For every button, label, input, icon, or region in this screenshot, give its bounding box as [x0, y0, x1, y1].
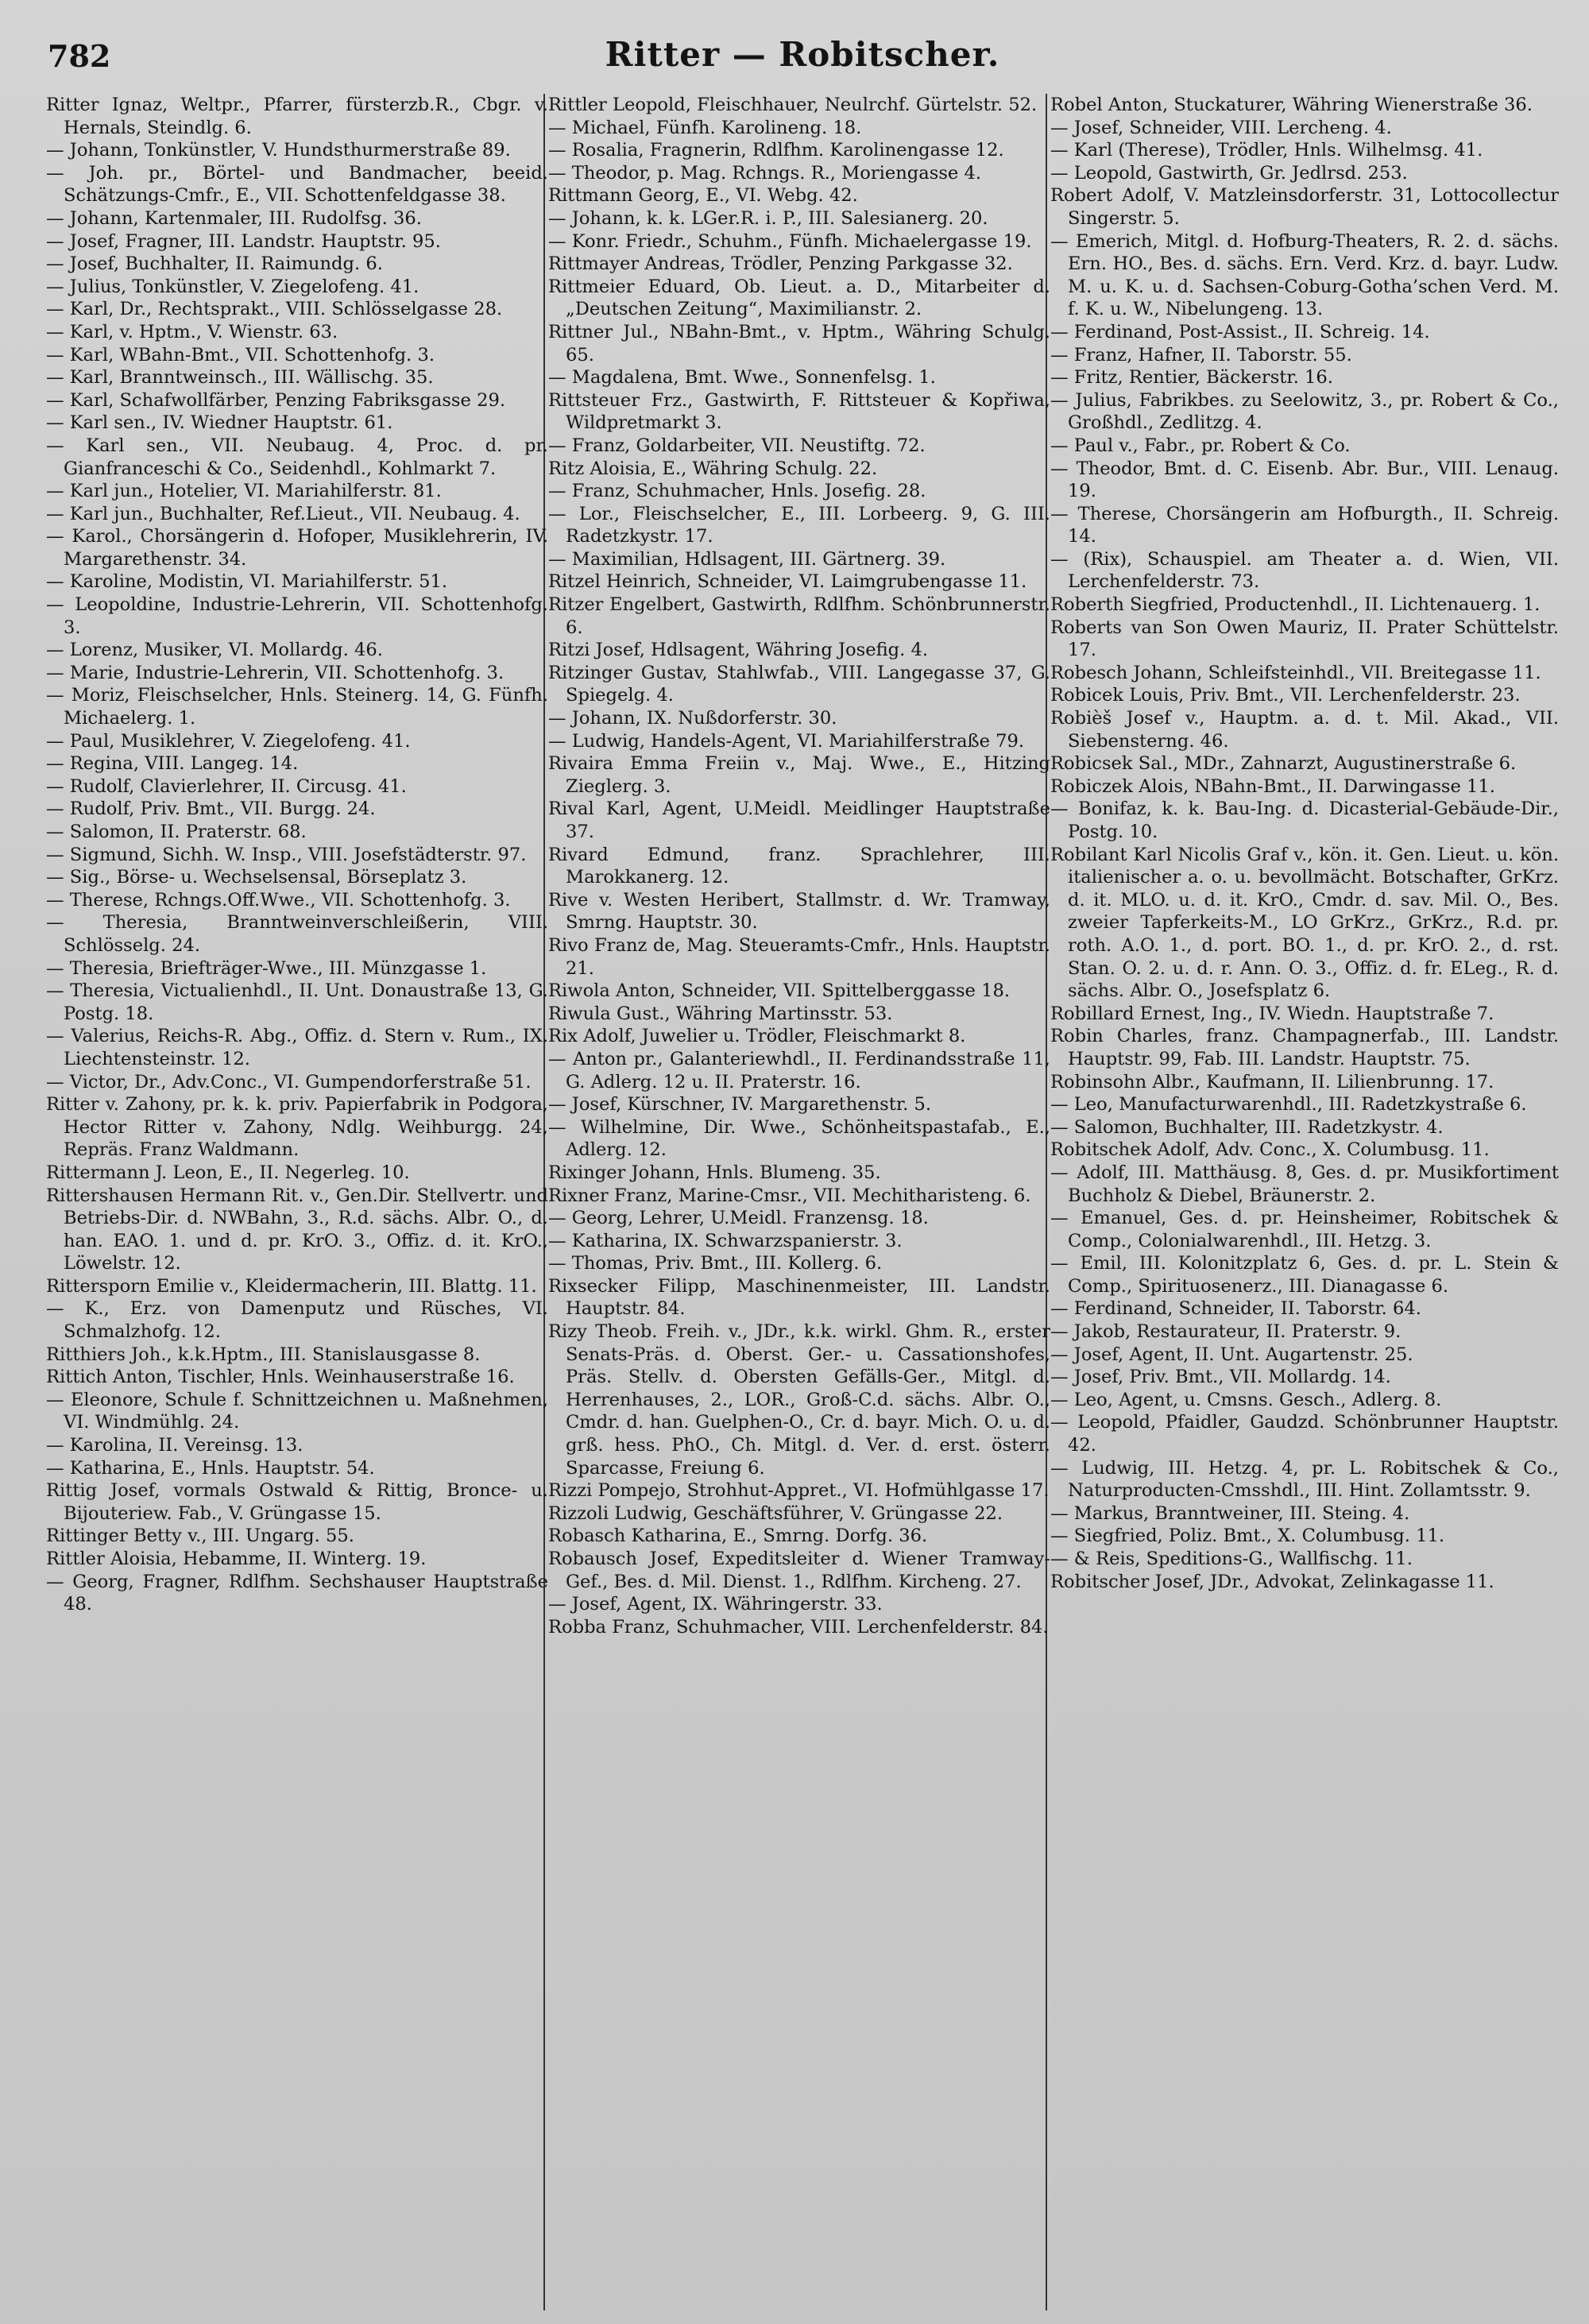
directory-entry: Robitschek Adolf, Adv. Conc., X. Columbusg. 11.	[1050, 1139, 1490, 1161]
directory-entry: Rizzi Pompejo, Strohhut-Appret., VI. Hofmühlgasse 17.	[548, 1480, 1050, 1502]
directory-entry: — Julius, Tonkünstler, V. Ziegelofeng. 41.	[46, 276, 419, 297]
directory-entry: Robin Charles, franz. Champagnerfab., III. Landstr. Hauptstr. 99, Fab. III. Landstr. Hauptstr. 75.	[1050, 1026, 1559, 1069]
directory-entry: — Georg, Lehrer, U.Meidl. Franzensg. 18.	[548, 1208, 929, 1229]
directory-entry: — Karl, WBahn-Bmt., VII. Schottenhofg. 3.	[46, 344, 435, 365]
directory-entry: Rizzoli Ludwig, Geschäftsführer, V. Grüngasse 22.	[548, 1502, 1003, 1524]
directory-entry: — Franz, Schuhmacher, Hnls. Josefig. 28.	[548, 481, 926, 502]
directory-entry: Robesch Johann, Schleifsteinhdl., VII. Breitegasse 11.	[1050, 662, 1541, 683]
directory-entry: — Theresia, Briefträger-Wwe., III. Münzgasse 1.	[46, 957, 487, 979]
directory-entry: — Emerich, Mitgl. d. Hofburg-Theaters, R. 2. d. sächs. Ern. HO., Bes. d. sächs. Ern. Verd. Krz. d. bayr. Ludw. M. u. K. u. d. Sachsen-Coburg-Gotha’schen Verd. M. f. K. u. W., Nibelungeng. 13.	[1050, 230, 1559, 320]
directory-entry: Robitscher Josef, JDr., Advokat, Zelinkagasse 11.	[1050, 1571, 1494, 1592]
directory-entry: Ritzinger Gustav, Stahlwfab., VIII. Langegasse 37, G. Spiegelg. 4.	[548, 662, 1050, 706]
directory-entry: — Maximilian, Hdlsagent, III. Gärtnerg. 39.	[548, 548, 946, 570]
directory-entry: — Konr. Friedr., Schuhm., Fünfh. Michaelergasse 19.	[548, 230, 1032, 252]
directory-entry: — (Rix), Schauspiel. am Theater a. d. Wien, VII. Lerchenfelderstr. 73.	[1050, 548, 1559, 593]
directory-entry: Riwula Gust., Währing Martinsstr. 53.	[548, 1003, 893, 1024]
directory-entry: — Anton pr., Galanteriewhdl., II. Ferdinandsstraße 11, G. Adlerg. 12 u. II. Praterstr. 16.	[548, 1048, 1050, 1092]
directory-entry: — Therese, Chorsängerin am Hofburgth., II. Schreig. 14.	[1050, 503, 1559, 547]
directory-entry: — Karl jun., Buchhalter, Ref.Lieut., VII. Neubaug. 4.	[46, 503, 520, 524]
directory-entry: — Katharina, IX. Schwarzspanierstr. 3.	[548, 1230, 903, 1251]
directory-entry: — Wilhelmine, Dir. Wwe., Schönheitspastafab., E., Adlerg. 12.	[548, 1116, 1050, 1161]
directory-entry: — Victor, Dr., Adv.Conc., VI. Gumpendorferstraße 51.	[46, 1071, 532, 1092]
directory-entry: Rittler Aloisia, Hebamme, II. Winterg. 19.	[46, 1549, 427, 1569]
directory-entry: — Karolina, II. Vereinsg. 13.	[46, 1435, 303, 1456]
directory-entry: Rittmeier Eduard, Ob. Lieut. a. D., Mitarbeiter d. „Deutschen Zeitung“, Maximilianstr. 2.	[548, 276, 1050, 320]
directory-entry: Ritzer Engelbert, Gastwirth, Rdlfhm. Schönbrunnerstr. 6.	[548, 594, 1050, 638]
directory-entry: — Ferdinand, Post-Assist., II. Schreig. 14.	[1050, 321, 1430, 342]
directory-entry: Robert Adolf, V. Matzleinsdorferstr. 31, Lottocollectur Singerstr. 5.	[1050, 185, 1559, 229]
directory-entry: Robicek Louis, Priv. Bmt., VII. Lerchenfelderstr. 23.	[1050, 685, 1521, 706]
directory-entry: — Theodor, p. Mag. Rchngs. R., Moriengasse 4.	[548, 162, 982, 184]
directory-entry: — Franz, Goldarbeiter, VII. Neustiftg. 72.	[548, 435, 926, 456]
directory-entry: Rixinger Johann, Hnls. Blumeng. 35.	[548, 1162, 881, 1183]
column-3	[1050, 94, 1559, 2310]
directory-entry: Robasch Katharina, E., Smrng. Dorfg. 36.	[548, 1525, 928, 1547]
directory-entry: — Josef, Buchhalter, II. Raimundg. 6.	[46, 253, 383, 275]
directory-entry: Rivaira Emma Freiin v., Maj. Wwe., E., Hitzing Zieglerg. 3.	[548, 753, 1050, 797]
directory-entry: Rittner Jul., NBahn-Bmt., v. Hptm., Währing Schulg. 65.	[548, 321, 1050, 365]
directory-entry: — Valerius, Reichs-R. Abg., Offiz. d. Stern v. Rum., IX. Liechtensteinstr. 12.	[46, 1026, 548, 1069]
directory-entry: Rival Karl, Agent, U.Meidl. Meidlinger Hauptstraße 37.	[548, 799, 1050, 842]
directory-entry: Rittmann Georg, E., VI. Webg. 42.	[548, 185, 858, 207]
directory-entry: — Salomon, Buchhalter, III. Radetzkystr. 4.	[1050, 1116, 1444, 1138]
directory-entry: Rittsteuer Frz., Gastwirth, F. Rittsteuer & Kopřiwa, Wildpretmarkt 3.	[548, 389, 1050, 434]
directory-entry: Rivo Franz de, Mag. Steueramts-Cmfr., Hnls. Hauptstr. 21.	[548, 934, 1050, 979]
directory-entry: — Magdalena, Bmt. Wwe., Sonnenfelsg. 1.	[548, 367, 936, 389]
directory-entry: — Leopold, Pfaidler, Gaudzd. Schönbrunner Hauptstr. 42.	[1050, 1412, 1559, 1456]
directory-entry: — & Reis, Speditions-G., Wallfischg. 11.	[1050, 1549, 1413, 1569]
directory-entry: Rittershausen Hermann Rit. v., Gen.Dir. Stellvertr. und Betriebs-Dir. d. NWBahn, 3., R.d. sächs. Albr. O., d. han. EAO. 1. und d. pr. KrO. 3., Offiz. d. it. KrO., Löwelstr. 12.	[46, 1185, 548, 1274]
directory-entry: — Julius, Fabrikbes. zu Seelowitz, 3., pr. Robert & Co., Großhdl., Zedlitzg. 4.	[1050, 389, 1559, 434]
directory-entry: Robillard Ernest, Ing., IV. Wiedn. Hauptstraße 7.	[1050, 1003, 1494, 1024]
directory-entry: — Siegfried, Poliz. Bmt., X. Columbusg. 11.	[1050, 1525, 1445, 1547]
directory-entry: — Franz, Hafner, II. Taborstr. 55.	[1050, 344, 1352, 365]
directory-entry: — Regina, VIII. Langeg. 14.	[46, 753, 299, 775]
directory-entry: — Rudolf, Priv. Bmt., VII. Burgg. 24.	[46, 799, 376, 820]
directory-entry: — Moriz, Fleischselcher, Hnls. Steinerg. 14, G. Fünfh. Michaelerg. 1.	[46, 685, 548, 729]
directory-entry: — Rosalia, Fragnerin, Rdlfhm. Karolinengasse 12.	[548, 140, 1004, 161]
directory-entry: — Karoline, Modistin, VI. Mariahilferstr. 51.	[46, 571, 448, 593]
directory-entry: Rittich Anton, Tischler, Hnls. Weinhauserstraße 16.	[46, 1367, 515, 1388]
directory-entry: Rittler Leopold, Fleischhauer, Neulrchf. Gürtelstr. 52.	[548, 95, 1038, 115]
directory-entry: Robausch Josef, Expeditsleiter d. Wiener Tramway-Gef., Bes. d. Mil. Dienst. 1., Rdlfhm. Kircheng. 27.	[548, 1549, 1050, 1592]
directory-entry: — Karl, Dr., Rechtsprakt., VIII. Schlösselgasse 28.	[46, 299, 503, 320]
directory-entry: — Ludwig, Handels-Agent, VI. Mariahilferstraße 79.	[548, 730, 1025, 752]
directory-entry: — Joh. pr., Börtel- und Bandmacher, beeid. Schätzungs-Cmfr., E., VII. Schottenfeldgasse 38.	[46, 162, 548, 207]
directory-entry: — Lor., Fleischselcher, E., III. Lorbeerg. 9, G. III. Radetzkystr. 17.	[548, 503, 1050, 547]
directory-entry: — Johann, Tonkünstler, V. Hundsthurmerstraße 89.	[46, 140, 511, 161]
directory-entry: Roberts van Son Owen Mauriz, II. Prater Schüttelstr. 17.	[1050, 617, 1559, 661]
directory-entry: Rivard Edmund, franz. Sprachlehrer, III. Marokkanerg. 12.	[548, 844, 1050, 888]
directory-entry: Rittig Josef, vormals Ostwald & Rittig, Bronce- u. Bijouteriew. Fab., V. Grüngasse 15.	[46, 1480, 548, 1524]
directory-entry: Robilant Karl Nicolis Graf v., kön. it. Gen. Lieut. u. kön. italienischer a. o. u. bevollmächt. Botschafter, GrKrz. d. it. MLO. u. d. it. KrO., Cmdr. d. sav. Mil. O., Bes. zweier Tapferkeits-M., LO GrKrz., GrKrz., R.d. pr. roth. A.O. 1., d. port. BO. 1., d. pr. KrO. 2., d. rst. Stan. O. 2. u. d. r. Ann. O. 3., Offiz. d. fr. ELeg., R. d. sächs. Albr. O., Josefsplatz 6.	[1050, 844, 1559, 1002]
directory-entry: Rizy Theob. Freih. v., JDr., k.k. wirkl. Ghm. R., erster Senats-Präs. d. Oberst. Ger.- u. Cassationshofes, Präs. Stellv. d. Obersten Gefälls-Ger., Mitgl. d. Herrenhauses, 2., LOR., Groß-C.d. sächs. Albr. O., Cmdr. d. han. Guelphen-O., Cr. d. bayr. Mich. O. u. d. grß. hess. PhO., Ch. Mitgl. d. Ver. d. erst. österr. Sparcasse, Freiung 6.	[548, 1321, 1050, 1479]
directory-entry: — Karl, Branntweinsch., III. Wällischg. 35.	[46, 367, 434, 389]
directory-entry: — Karl jun., Hotelier, VI. Mariahilferstr. 81.	[46, 481, 442, 502]
directory-entry: — Johann, Kartenmaler, III. Rudolfsg. 36.	[46, 207, 422, 229]
directory-entry: — Theresia, Victualienhdl., II. Unt. Donaustraße 13, G. Postg. 18.	[46, 980, 548, 1024]
directory-entry: — Thomas, Priv. Bmt., III. Kollerg. 6.	[548, 1253, 883, 1274]
directory-entry: — Katharina, E., Hnls. Hauptstr. 54.	[46, 1457, 375, 1479]
directory-entry: — Josef, Kürschner, IV. Margarethenstr. 5.	[548, 1094, 932, 1116]
page-header	[48, 32, 1557, 95]
directory-entry: — Karol., Chorsängerin d. Hofoper, Musiklehrerin, IV. Margarethenstr. 34.	[46, 526, 548, 570]
directory-entry: — Leopoldine, Industrie-Lehrerin, VII. Schottenhofg. 3.	[46, 594, 548, 638]
directory-entry: Rittersporn Emilie v., Kleidermacherin, III. Blattg. 11.	[46, 1275, 537, 1297]
directory-entry: — Ludwig, III. Hetzg. 4, pr. L. Robitschek & Co., Naturproducten-Cmsshdl., III. Hint. Zollamtsstr. 9.	[1050, 1457, 1559, 1502]
directory-entry: Robel Anton, Stuckaturer, Währing Wienerstraße 36.	[1050, 95, 1533, 115]
directory-entry: — Michael, Fünfh. Karolineng. 18.	[548, 117, 862, 138]
directory-entry: — Josef, Schneider, VIII. Lercheng. 4.	[1050, 117, 1392, 138]
directory-entry: — Karl, Schafwollfärber, Penzing Fabriksgasse 29.	[46, 389, 506, 411]
directory-entry: — Leo, Agent, u. Cmsns. Gesch., Adlerg. 8.	[1050, 1389, 1442, 1410]
directory-entry: Robicsek Sal., MDr., Zahnarzt, Augustinerstraße 6.	[1050, 753, 1517, 775]
directory-entry: Ritter v. Zahony, pr. k. k. priv. Papierfabrik in Podgora, Hector Ritter v. Zahony, Ndlg. Weihburgg. 24, Repräs. Franz Waldmann.	[46, 1094, 548, 1161]
directory-entry: Rittermann J. Leon, E., II. Negerleg. 10.	[46, 1162, 410, 1183]
directory-entry: Robinsohn Albr., Kaufmann, II. Lilienbrunng. 17.	[1050, 1071, 1494, 1092]
directory-entry: Robiczek Alois, NBahn-Bmt., II. Darwingasse 11.	[1050, 775, 1495, 797]
directory-entry: — Johann, IX. Nußdorferstr. 30.	[548, 708, 837, 729]
directory-entry: — Leo, Manufacturwarenhdl., III. Radetzkystraße 6.	[1050, 1094, 1527, 1116]
directory-entry: Roberth Siegfried, Productenhdl., II. Lichtenauerg. 1.	[1050, 594, 1541, 616]
directory-entry: — Karl sen., IV. Wiedner Hauptstr. 61.	[46, 412, 393, 434]
directory-entry: — Markus, Branntweiner, III. Steing. 4.	[1050, 1502, 1410, 1524]
directory-entry: — Karl (Therese), Trödler, Hnls. Wilhelmsg. 41.	[1050, 140, 1483, 161]
directory-entry: — Bonifaz, k. k. Bau-Ing. d. Dicasterial-Gebäude-Dir., Postg. 10.	[1050, 799, 1559, 842]
directory-entry: — Paul, Musiklehrer, V. Ziegelofeng. 41.	[46, 730, 411, 752]
directory-entry: Riwola Anton, Schneider, VII. Spittelberggasse 18.	[548, 980, 1011, 1002]
directory-entry: — K., Erz. von Damenputz und Rüsches, VI. Schmalzhofg. 12.	[46, 1298, 548, 1343]
directory-entry: Rive v. Westen Heribert, Stallmstr. d. Wr. Tramway, Smrng. Hauptstr. 30.	[548, 889, 1050, 934]
directory-entry: — Adolf, III. Matthäusg. 8, Ges. d. pr. Musikfortiment Buchholz & Diebel, Bräunerstr. 2.	[1050, 1162, 1559, 1206]
directory-entry: Rix Adolf, Juwelier u. Trödler, Fleischmarkt 8.	[548, 1026, 966, 1047]
directory-entry: Rixsecker Filipp, Maschinenmeister, III. Landstr. Hauptstr. 84.	[548, 1275, 1050, 1320]
directory-entry: — Sig., Börse- u. Wechselsensal, Börseplatz 3.	[46, 867, 467, 888]
directory-entry: Rixner Franz, Marine-Cmsr., VII. Mechitharisteng. 6.	[548, 1185, 1031, 1206]
directory-entry: Ritthiers Joh., k.k.Hptm., III. Stanislausgasse 8.	[46, 1344, 481, 1365]
page-number: 782	[48, 38, 111, 74]
directory-entry: — Josef, Agent, IX. Währingerstr. 33.	[548, 1594, 883, 1615]
directory-entry: — Karl sen., VII. Neubaug. 4, Proc. d. pr. Gianfranceschi & Co., Seidenhdl., Kohlmarkt 7.	[46, 435, 548, 479]
directory-entry: — Josef, Priv. Bmt., VII. Mollardg. 14.	[1050, 1367, 1391, 1388]
directory-entry: — Leopold, Gastwirth, Gr. Jedlrsd. 253.	[1050, 162, 1408, 184]
directory-entry: — Rudolf, Clavierlehrer, II. Circusg. 41.	[46, 775, 407, 797]
directory-entry: — Salomon, II. Praterstr. 68.	[46, 822, 307, 842]
directory-entry: Robièš Josef v., Hauptm. a. d. t. Mil. Akad., VII. Siebensterng. 46.	[1050, 708, 1559, 752]
directory-entry: — Therese, Rchngs.Off.Wwe., VII. Schottenhofg. 3.	[46, 889, 511, 911]
directory-entry: — Theodor, Bmt. d. C. Eisenb. Abr. Bur., VIII. Lenaug. 19.	[1050, 458, 1559, 502]
column-1	[46, 94, 548, 2310]
directory-entry: — Ferdinand, Schneider, II. Taborstr. 64.	[1050, 1298, 1421, 1320]
directory-entry: — Eleonore, Schule f. Schnittzeichnen u. Maßnehmen, VI. Windmühlg. 24.	[46, 1389, 548, 1433]
directory-entry: — Georg, Fragner, Rdlfhm. Sechshauser Hauptstraße 48.	[46, 1571, 548, 1615]
directory-entry: Robba Franz, Schuhmacher, VIII. Lerchenfelderstr. 84.	[548, 1616, 1049, 1638]
directory-entry: — Emanuel, Ges. d. pr. Heinsheimer, Robitschek & Comp., Colonialwarenhdl., III. Hetzg. 3.	[1050, 1208, 1559, 1251]
column-2	[548, 94, 1050, 2310]
directory-entry: — Johann, k. k. LGer.R. i. P., III. Salesianerg. 20.	[548, 207, 988, 229]
directory-entry: — Jakob, Restaurateur, II. Praterstr. 9.	[1050, 1321, 1401, 1343]
directory-entry: — Karl, v. Hptm., V. Wienstr. 63.	[46, 321, 338, 342]
directory-entry: — Lorenz, Musiker, VI. Mollardg. 46.	[46, 640, 383, 661]
directory-entry: — Sigmund, Sichh. W. Insp., VIII. Josefstädterstr. 97.	[46, 844, 527, 865]
directory-entry: — Theresia, Branntweinverschleißerin, VIII. Schlösselg. 24.	[46, 912, 548, 956]
directory-entry: — Emil, III. Kolonitzplatz 6, Ges. d. pr. L. Stein & Comp., Spirituosenerz., III. Dianagasse 6.	[1050, 1253, 1559, 1297]
directory-entry: Rittmayer Andreas, Trödler, Penzing Parkgasse 32.	[548, 253, 1013, 275]
directory-entry: Ritzel Heinrich, Schneider, VI. Laimgrubengasse 11.	[548, 571, 1027, 593]
directory-entry: — Josef, Fragner, III. Landstr. Hauptstr. 95.	[46, 230, 441, 252]
directory-entry: — Paul v., Fabr., pr. Robert & Co.	[1050, 435, 1351, 456]
directory-entry: — Fritz, Rentier, Bäckerstr. 16.	[1050, 367, 1333, 389]
directory-entry: Rittinger Betty v., III. Ungarg. 55.	[46, 1525, 354, 1547]
running-head-title: Ritter — Robitscher.	[605, 35, 1000, 74]
directory-entry: Ritz Aloisia, E., Währing Schulg. 22.	[548, 458, 878, 479]
directory-entry: — Marie, Industrie-Lehrerin, VII. Schottenhofg. 3.	[46, 662, 505, 683]
directory-entry: Ritter Ignaz, Weltpr., Pfarrer, fürsterzb.R., Cbgr. v. Hernals, Steindlg. 6.	[46, 95, 548, 138]
directory-entry: Ritzi Josef, Hdlsagent, Währing Josefig. 4.	[548, 640, 929, 661]
directory-entry: — Josef, Agent, II. Unt. Augartenstr. 25.	[1050, 1344, 1413, 1365]
